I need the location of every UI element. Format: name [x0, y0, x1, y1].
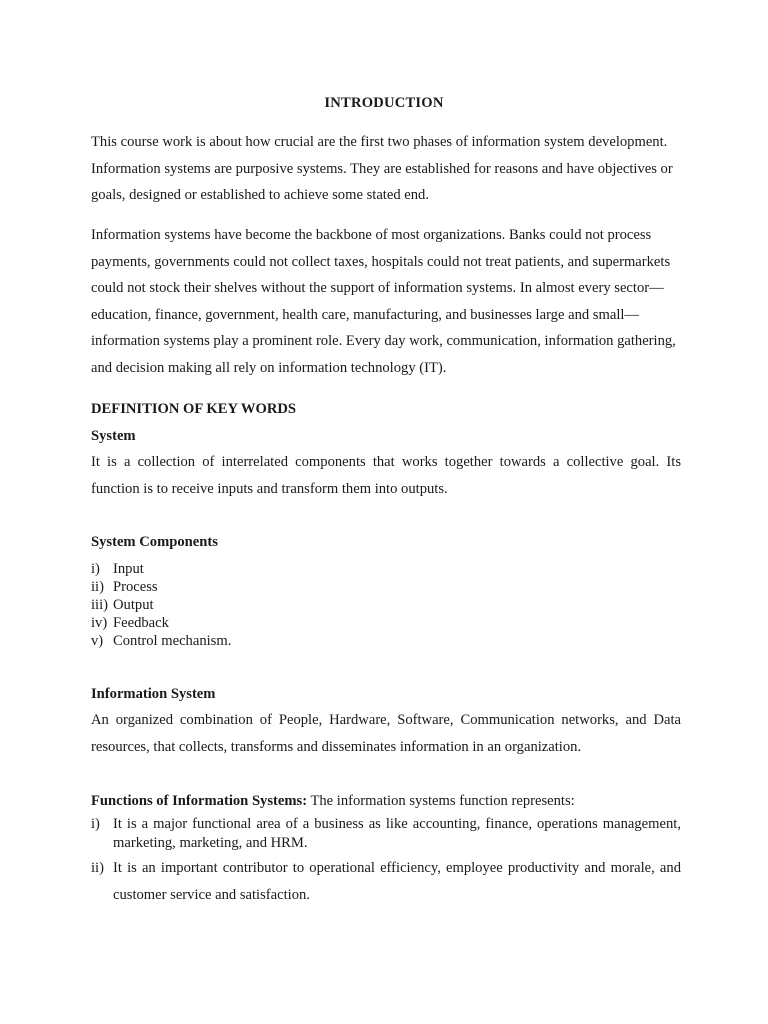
list-item-text: Input [113, 561, 144, 577]
list-item-number: iv) [91, 615, 108, 631]
list-item-text: It is an important contributor to operational efficiency, employee productivity and morale, and customer service and satisfaction. [113, 860, 681, 903]
list-item-number: iii) [91, 597, 109, 613]
functions-intro-text: The information systems function represents: [307, 793, 575, 809]
list-item-number: i) [91, 816, 100, 832]
functions-list [91, 815, 681, 908]
list-item [91, 596, 681, 614]
page-title: INTRODUCTION [324, 95, 444, 111]
list-item [91, 614, 681, 632]
information-system-heading: Information System [91, 686, 216, 702]
list-item-text: It is a major functional area of a business as like accounting, finance, operations management, marketing, marketing, and HRM. [113, 816, 681, 851]
list-item-number: ii) [91, 579, 104, 595]
functions-heading: Functions of Information Systems: [91, 793, 308, 809]
list-item [91, 560, 681, 578]
information-system-definition: An organized combination of People, Hardware, Software, Communication networks, and Data resources, that collects, transforms and disseminates information in an organization. [91, 712, 681, 755]
list-item-number: ii) [91, 860, 104, 876]
list-item-text: Process [113, 579, 158, 595]
list-item [91, 578, 681, 596]
list-item-text: Feedback [113, 615, 169, 631]
system-components-heading: System Components [91, 534, 218, 550]
list-item [91, 815, 681, 853]
list-item-number: i) [91, 561, 100, 577]
system-definition: It is a collection of interrelated components that works together towards a collective goal. Its function is to receive inputs and transform them into outputs. [91, 454, 681, 497]
intro-paragraph-1: This course work is about how crucial are the first two phases of information system development. Information systems are purposive systems. They are established for reasons and have objectives or goals, designed or established to achieve some stated end. [91, 134, 673, 203]
list-item-number: v) [91, 633, 104, 649]
system-heading: System [91, 428, 136, 444]
intro-paragraph-2: Information systems have become the backbone of most organizations. Banks could not process payments, governments could not collect taxes, hospitals could not treat patients, and supermarkets could not stock their shelves without the support of information systems. In almost every sector—education, finance, government, health care, manufacturing, and businesses large and small—information systems play a prominent role. Every day work, communication, information gathering, and decision making all rely on information technology (IT). [91, 227, 676, 376]
system-components-list [91, 560, 681, 650]
definitions-heading: DEFINITION OF KEY WORDS [91, 401, 297, 417]
list-item [91, 855, 681, 908]
list-item [91, 632, 681, 650]
list-item-text: Output [113, 597, 154, 613]
functions-intro [91, 788, 681, 815]
list-item-text: Control mechanism. [113, 633, 232, 649]
